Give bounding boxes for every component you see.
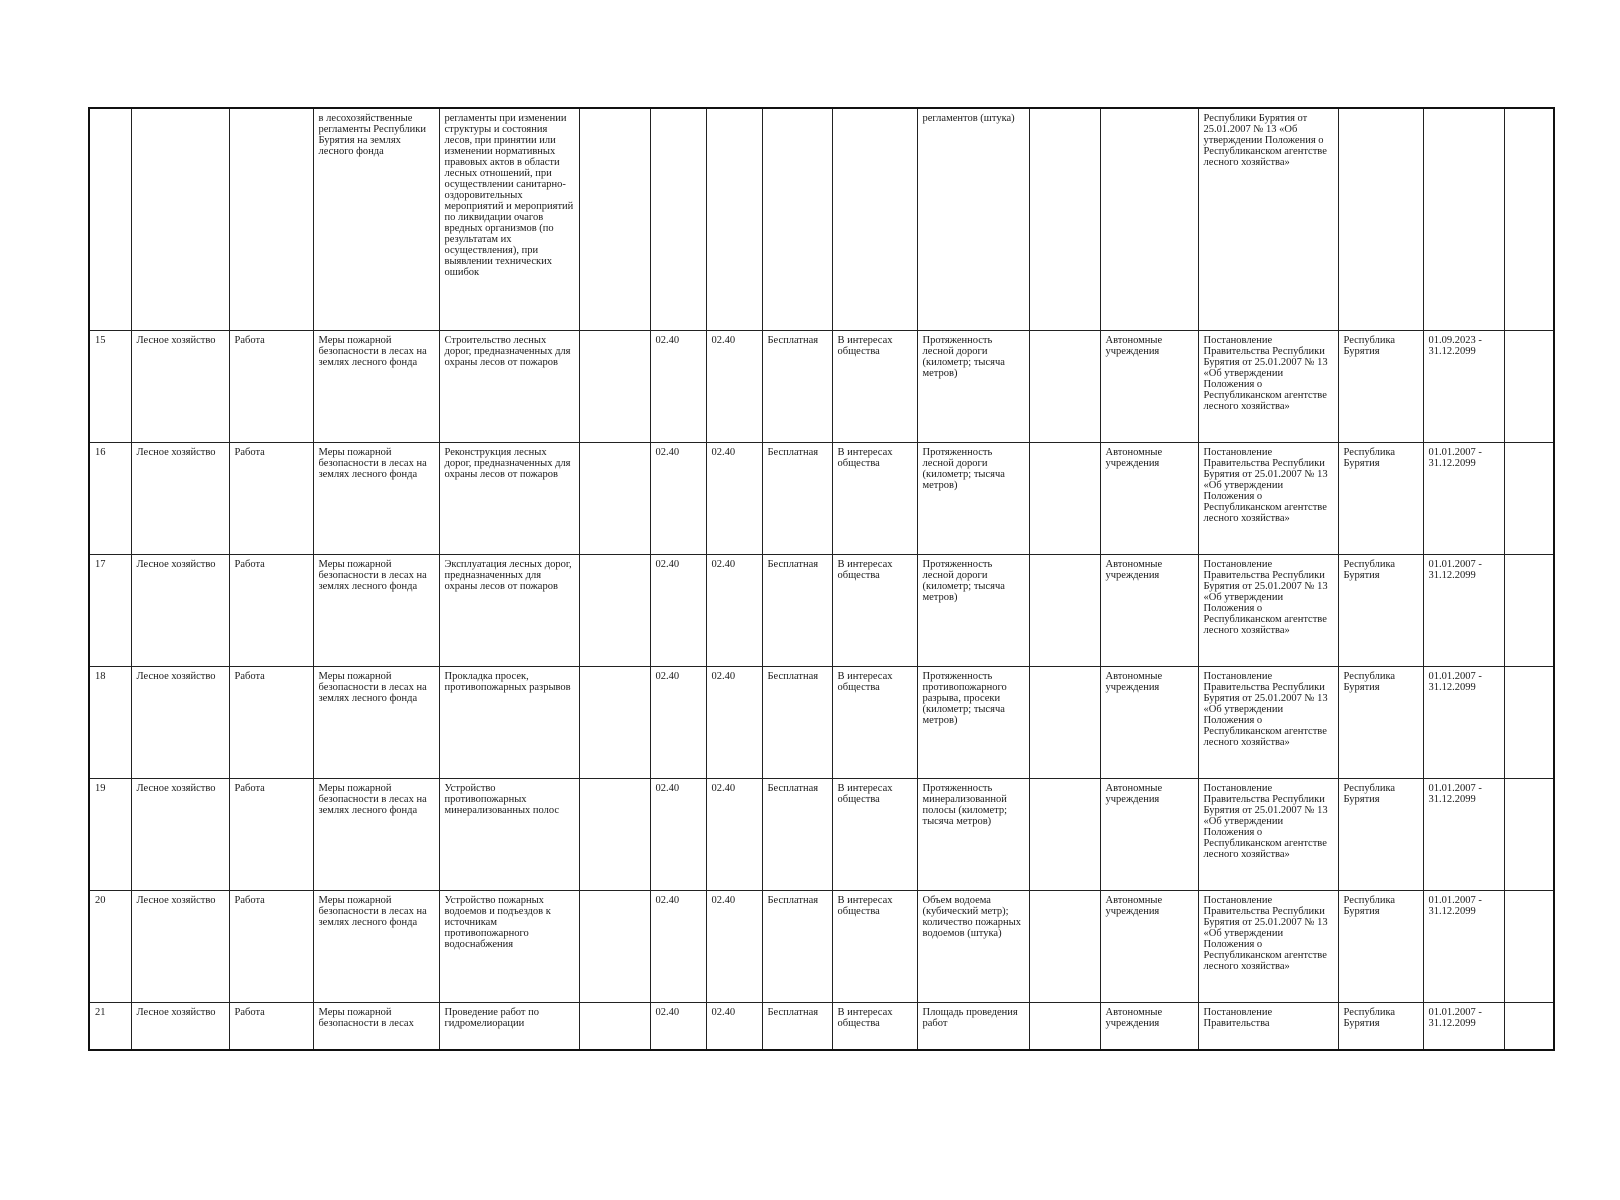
cell-code1: 02.40	[650, 442, 706, 554]
cell-indicator: Протяженность противопожарного разрыва, просеки (километр; тысяча метров)	[917, 666, 1029, 778]
cell-sector: Лесное хозяйство	[131, 554, 229, 666]
cell-institution: Автономные учреждения	[1100, 778, 1198, 890]
cell-content: Строительство лесных дорог, предназначенных для охраны лесов от пожаров	[439, 330, 579, 442]
cell-last	[1504, 108, 1554, 330]
cell-last	[1504, 442, 1554, 554]
cell-kind: Работа	[229, 666, 313, 778]
cell-period	[1423, 108, 1504, 330]
cell-indicator: Площадь проведения работ	[917, 1002, 1029, 1050]
cell-payment	[762, 108, 832, 330]
table-row	[89, 1002, 1554, 1050]
cell-kind: Работа	[229, 442, 313, 554]
table-row	[89, 330, 1554, 442]
cell-kind: Работа	[229, 554, 313, 666]
cell-content: Устройство противопожарных минерализованных полос	[439, 778, 579, 890]
cell-measure: Меры пожарной безопасности в лесах на землях лесного фонда	[313, 666, 439, 778]
cell-num: 20	[89, 890, 131, 1002]
cell-code2: 02.40	[706, 778, 762, 890]
cell-empty	[1029, 1002, 1100, 1050]
cell-code2: 02.40	[706, 330, 762, 442]
cell-code2: 02.40	[706, 442, 762, 554]
table-row	[89, 890, 1554, 1002]
cell-kind: Работа	[229, 330, 313, 442]
cell-period: 01.09.2023 - 31.12.2099	[1423, 330, 1504, 442]
cell-kind: Работа	[229, 778, 313, 890]
cell-num: 16	[89, 442, 131, 554]
cell-period: 01.01.2007 - 31.12.2099	[1423, 442, 1504, 554]
cell-num: 19	[89, 778, 131, 890]
cell-num	[89, 108, 131, 330]
cell-indicator: Протяженность лесной дороги (километр; тысяча метров)	[917, 330, 1029, 442]
cell-code1: 02.40	[650, 1002, 706, 1050]
cell-empty	[579, 108, 650, 330]
cell-interest: В интересах общества	[832, 666, 917, 778]
cell-payment: Бесплатная	[762, 1002, 832, 1050]
cell-num: 15	[89, 330, 131, 442]
cell-sector	[131, 108, 229, 330]
cell-code1: 02.40	[650, 554, 706, 666]
cell-kind: Работа	[229, 1002, 313, 1050]
cell-institution: Автономные учреждения	[1100, 1002, 1198, 1050]
cell-basis: Республики Бурятия от 25.01.2007 № 13 «Об утверждении Положения о Республиканском агентстве лесного хозяйства»	[1198, 108, 1338, 330]
cell-code1	[650, 108, 706, 330]
cell-payment: Бесплатная	[762, 554, 832, 666]
cell-empty	[579, 666, 650, 778]
table-row	[89, 666, 1554, 778]
cell-sector: Лесное хозяйство	[131, 330, 229, 442]
cell-kind: Работа	[229, 890, 313, 1002]
cell-interest: В интересах общества	[832, 330, 917, 442]
cell-empty	[1029, 666, 1100, 778]
cell-period: 01.01.2007 - 31.12.2099	[1423, 778, 1504, 890]
cell-basis: Постановление Правительства Республики Бурятия от 25.01.2007 № 13 «Об утверждении Положения о Республиканском агентстве лесного хозяйства»	[1198, 890, 1338, 1002]
cell-code2: 02.40	[706, 554, 762, 666]
cell-last	[1504, 330, 1554, 442]
cell-interest: В интересах общества	[832, 1002, 917, 1050]
cell-level: Республика Бурятия	[1338, 778, 1423, 890]
cell-empty	[1029, 108, 1100, 330]
cell-indicator: Протяженность лесной дороги (километр; тысяча метров)	[917, 554, 1029, 666]
cell-content: Проведение работ по гидромелиорации	[439, 1002, 579, 1050]
cell-basis: Постановление Правительства Республики Бурятия от 25.01.2007 № 13 «Об утверждении Положения о Республиканском агентстве лесного хозяйства»	[1198, 330, 1338, 442]
registry-table	[88, 107, 1555, 1051]
cell-empty	[579, 890, 650, 1002]
cell-last	[1504, 554, 1554, 666]
cell-payment: Бесплатная	[762, 330, 832, 442]
cell-sector: Лесное хозяйство	[131, 666, 229, 778]
table-row-continuation	[89, 108, 1554, 330]
cell-last	[1504, 890, 1554, 1002]
table-row	[89, 778, 1554, 890]
cell-sector: Лесное хозяйство	[131, 890, 229, 1002]
cell-payment: Бесплатная	[762, 778, 832, 890]
cell-sector: Лесное хозяйство	[131, 1002, 229, 1050]
cell-payment: Бесплатная	[762, 666, 832, 778]
cell-period: 01.01.2007 - 31.12.2099	[1423, 666, 1504, 778]
cell-code1: 02.40	[650, 890, 706, 1002]
cell-indicator: Протяженность лесной дороги (километр; тысяча метров)	[917, 442, 1029, 554]
cell-code1: 02.40	[650, 778, 706, 890]
cell-empty	[1029, 890, 1100, 1002]
cell-last	[1504, 666, 1554, 778]
cell-empty	[1029, 778, 1100, 890]
cell-interest: В интересах общества	[832, 442, 917, 554]
cell-institution: Автономные учреждения	[1100, 442, 1198, 554]
cell-institution: Автономные учреждения	[1100, 554, 1198, 666]
cell-sector: Лесное хозяйство	[131, 442, 229, 554]
cell-period: 01.01.2007 - 31.12.2099	[1423, 554, 1504, 666]
cell-level	[1338, 108, 1423, 330]
cell-level: Республика Бурятия	[1338, 1002, 1423, 1050]
cell-num: 17	[89, 554, 131, 666]
cell-basis: Постановление Правительства Республики Бурятия от 25.01.2007 № 13 «Об утверждении Положения о Республиканском агентстве лесного хозяйства»	[1198, 442, 1338, 554]
cell-level: Республика Бурятия	[1338, 890, 1423, 1002]
cell-code2: 02.40	[706, 890, 762, 1002]
cell-measure: в лесохозяйственные регламенты Республики Бурятия на землях лесного фонда	[313, 108, 439, 330]
cell-empty	[579, 442, 650, 554]
cell-code2	[706, 108, 762, 330]
cell-measure: Меры пожарной безопасности в лесах на землях лесного фонда	[313, 778, 439, 890]
cell-measure: Меры пожарной безопасности в лесах на землях лесного фонда	[313, 442, 439, 554]
cell-empty	[579, 778, 650, 890]
cell-measure: Меры пожарной безопасности в лесах	[313, 1002, 439, 1050]
cell-basis: Постановление Правительства	[1198, 1002, 1338, 1050]
cell-kind	[229, 108, 313, 330]
cell-content: Реконструкция лесных дорог, предназначенных для охраны лесов от пожаров	[439, 442, 579, 554]
cell-code2: 02.40	[706, 666, 762, 778]
cell-measure: Меры пожарной безопасности в лесах на землях лесного фонда	[313, 330, 439, 442]
cell-indicator: регламентов (штука)	[917, 108, 1029, 330]
cell-content: Прокладка просек, противопожарных разрывов	[439, 666, 579, 778]
cell-empty	[1029, 554, 1100, 666]
cell-code1: 02.40	[650, 666, 706, 778]
cell-empty	[579, 554, 650, 666]
table-row	[89, 442, 1554, 554]
cell-basis: Постановление Правительства Республики Бурятия от 25.01.2007 № 13 «Об утверждении Положения о Республиканском агентстве лесного хозяйства»	[1198, 778, 1338, 890]
cell-payment: Бесплатная	[762, 890, 832, 1002]
cell-interest: В интересах общества	[832, 890, 917, 1002]
cell-content: Эксплуатация лесных дорог, предназначенных для охраны лесов от пожаров	[439, 554, 579, 666]
cell-institution	[1100, 108, 1198, 330]
cell-last	[1504, 778, 1554, 890]
cell-content: регламенты при изменении структуры и состояния лесов, при принятии или изменении нормативных правовых актов в области лесных отношений, при осуществлении санитарно-оздоровительных мероприятий и мероприятий по ликвидации очагов вредных организмов (по результатам их осуществления), при выявлении технических ошибок	[439, 108, 579, 330]
cell-sector: Лесное хозяйство	[131, 778, 229, 890]
cell-institution: Автономные учреждения	[1100, 330, 1198, 442]
cell-num: 18	[89, 666, 131, 778]
cell-period: 01.01.2007 - 31.12.2099	[1423, 1002, 1504, 1050]
cell-code1: 02.40	[650, 330, 706, 442]
cell-level: Республика Бурятия	[1338, 442, 1423, 554]
cell-basis: Постановление Правительства Республики Бурятия от 25.01.2007 № 13 «Об утверждении Положения о Республиканском агентстве лесного хозяйства»	[1198, 554, 1338, 666]
cell-institution: Автономные учреждения	[1100, 666, 1198, 778]
table-row	[89, 554, 1554, 666]
cell-empty	[579, 330, 650, 442]
cell-empty	[579, 1002, 650, 1050]
cell-content: Устройство пожарных водоемов и подъездов к источникам противопожарного водоснабжения	[439, 890, 579, 1002]
cell-period: 01.01.2007 - 31.12.2099	[1423, 890, 1504, 1002]
cell-interest: В интересах общества	[832, 778, 917, 890]
cell-empty	[1029, 330, 1100, 442]
cell-last	[1504, 1002, 1554, 1050]
cell-payment: Бесплатная	[762, 442, 832, 554]
cell-measure: Меры пожарной безопасности в лесах на землях лесного фонда	[313, 890, 439, 1002]
cell-measure: Меры пожарной безопасности в лесах на землях лесного фонда	[313, 554, 439, 666]
cell-level: Республика Бурятия	[1338, 330, 1423, 442]
cell-institution: Автономные учреждения	[1100, 890, 1198, 1002]
cell-num: 21	[89, 1002, 131, 1050]
cell-interest: В интересах общества	[832, 554, 917, 666]
cell-indicator: Протяженность минерализованной полосы (километр; тысяча метров)	[917, 778, 1029, 890]
cell-interest	[832, 108, 917, 330]
cell-level: Республика Бурятия	[1338, 554, 1423, 666]
cell-indicator: Объем водоема (кубический метр); количество пожарных водоемов (штука)	[917, 890, 1029, 1002]
cell-empty	[1029, 442, 1100, 554]
cell-code2: 02.40	[706, 1002, 762, 1050]
cell-basis: Постановление Правительства Республики Бурятия от 25.01.2007 № 13 «Об утверждении Положения о Республиканском агентстве лесного хозяйства»	[1198, 666, 1338, 778]
cell-level: Республика Бурятия	[1338, 666, 1423, 778]
